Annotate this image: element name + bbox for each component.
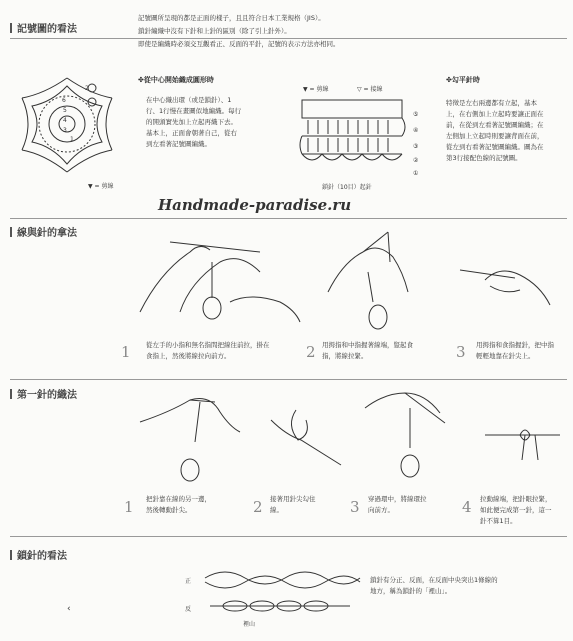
- legend-join: ▽ = 接線: [357, 86, 383, 93]
- intro-line-2: 鎖針編織中沒有下針和上針的區別（除了引上針外）。: [138, 27, 291, 35]
- first-stitch-illustration-1: [140, 392, 250, 492]
- divider: [10, 379, 567, 380]
- step-number: 4: [462, 498, 472, 516]
- chain-text: 地方，稱為鎖針的「裡山」。: [370, 587, 452, 595]
- step-text: 用拇指和食指握針，把中指: [476, 341, 554, 349]
- first-stitch-illustration-2: [266, 400, 346, 470]
- round-text: 行、1行慢在畫圖似地編織。每行: [146, 107, 242, 115]
- step-text: 線。: [270, 506, 283, 514]
- round-number: 1: [70, 136, 74, 143]
- round-text: 基本上，正面會朝著自己，從右: [146, 129, 237, 137]
- round-number: 6: [62, 97, 66, 104]
- step-text: 輕輕地靠在針尖上。: [476, 352, 535, 360]
- round-number: 2: [85, 85, 89, 92]
- flat-text: 上，在右側加上立起時要讓正面在: [446, 110, 544, 118]
- hand-illustration-3: [455, 250, 555, 320]
- step-text: 接著用針尖勾住: [270, 495, 316, 503]
- row-number: ①: [413, 170, 419, 177]
- round-heading: ✤從中心開始織成圓形時: [138, 76, 214, 84]
- step-text: 指，將線拉緊。: [322, 352, 368, 360]
- chain-front-label: 正: [185, 578, 192, 585]
- step-text: 用拇指和中指握著線端，豎起食: [322, 341, 413, 349]
- base-label: 鎖針（10目）起針: [322, 184, 372, 191]
- cut-label: ▼ = 剪線: [88, 183, 114, 190]
- step-number: 2: [306, 343, 316, 361]
- flat-text: 左側加上立起時則要讓背面在前，: [446, 132, 544, 140]
- round-number: 3: [63, 127, 67, 134]
- round-symbol-diagram: [12, 72, 122, 182]
- step-text: 從左手的小指和無名指間把線往前拉，掛在: [146, 341, 270, 349]
- row-number: ②: [413, 157, 419, 164]
- divider: [10, 218, 567, 219]
- chain-bump-label: 裡山: [243, 621, 256, 628]
- step-text: 如此便完成第一針，這一: [480, 506, 552, 514]
- flat-text: 特徵是左右兩邊都有立起，基本: [446, 99, 537, 107]
- row-number: ③: [413, 143, 419, 150]
- flat-text: 從左到右看著記號圖編織。圖為在: [446, 143, 544, 151]
- divider: [10, 536, 567, 537]
- step-text: 把針靠在線的另一邊，: [146, 495, 211, 503]
- round-number: 4: [63, 117, 67, 124]
- legend-cut: ▼ = 剪線: [303, 86, 329, 93]
- section-title-holding: 線與針的拿法: [10, 224, 77, 239]
- round-text: 在中心織出環（或是鎖針）、1: [146, 96, 232, 104]
- section-title-first-stitch: 第一針的織法: [10, 386, 77, 401]
- flat-text: 前，在從到左看著記號圖編織；在: [446, 121, 544, 129]
- step-text: 針不算1目。: [480, 517, 517, 525]
- page-mark: ‹: [67, 604, 71, 614]
- step-text: 食指上，然後將線拉向前方。: [146, 352, 231, 360]
- first-stitch-illustration-4: [480, 405, 565, 465]
- section-title-chain: 鎖針的看法: [10, 547, 67, 562]
- flat-symbol-diagram: [298, 96, 410, 186]
- row-number: ⑤: [413, 111, 419, 118]
- step-number: 3: [350, 498, 360, 516]
- round-text: 到左看著記號圖編織。: [146, 140, 211, 148]
- step-text: 拉動線端，把針眼拉緊，: [480, 495, 552, 503]
- first-stitch-illustration-3: [365, 388, 455, 488]
- flat-heading: ✤勾平針時: [446, 76, 480, 84]
- step-number: 1: [124, 498, 134, 516]
- row-number: ④: [413, 127, 419, 134]
- flat-text: 第3行接配色線的記號圖。: [446, 154, 522, 162]
- step-text: 然後轉動針尖。: [146, 506, 192, 514]
- chain-text: 鎖針有分正、反面，在反面中央突出1條線的: [370, 576, 498, 584]
- hand-illustration-2: [318, 232, 418, 342]
- step-text: 穿過環中，將線環拉: [368, 495, 427, 503]
- section-title-symbols: 記號圖的看法: [10, 20, 77, 35]
- round-number: 5: [63, 107, 67, 114]
- chain-back-label: 反: [185, 606, 192, 613]
- step-number: 3: [456, 343, 466, 361]
- step-number: 2: [253, 498, 263, 516]
- step-text: 向前方。: [368, 506, 394, 514]
- step-number: 1: [121, 343, 131, 361]
- intro-line-1: 記號圖所呈現的都是正面的樣子，且且符合日本工業規格（JIS）。: [138, 14, 325, 22]
- round-text: 的開頭實先加上立起再織下去。: [146, 118, 237, 126]
- hand-illustration-1: [130, 232, 310, 342]
- chain-illustration: [200, 566, 365, 626]
- intro-line-3: 即使是編織時必須交互觀看正、反面的平針，記號的表示方法亦相同。: [138, 40, 340, 48]
- watermark: Handmade-paradise.ru: [158, 196, 352, 214]
